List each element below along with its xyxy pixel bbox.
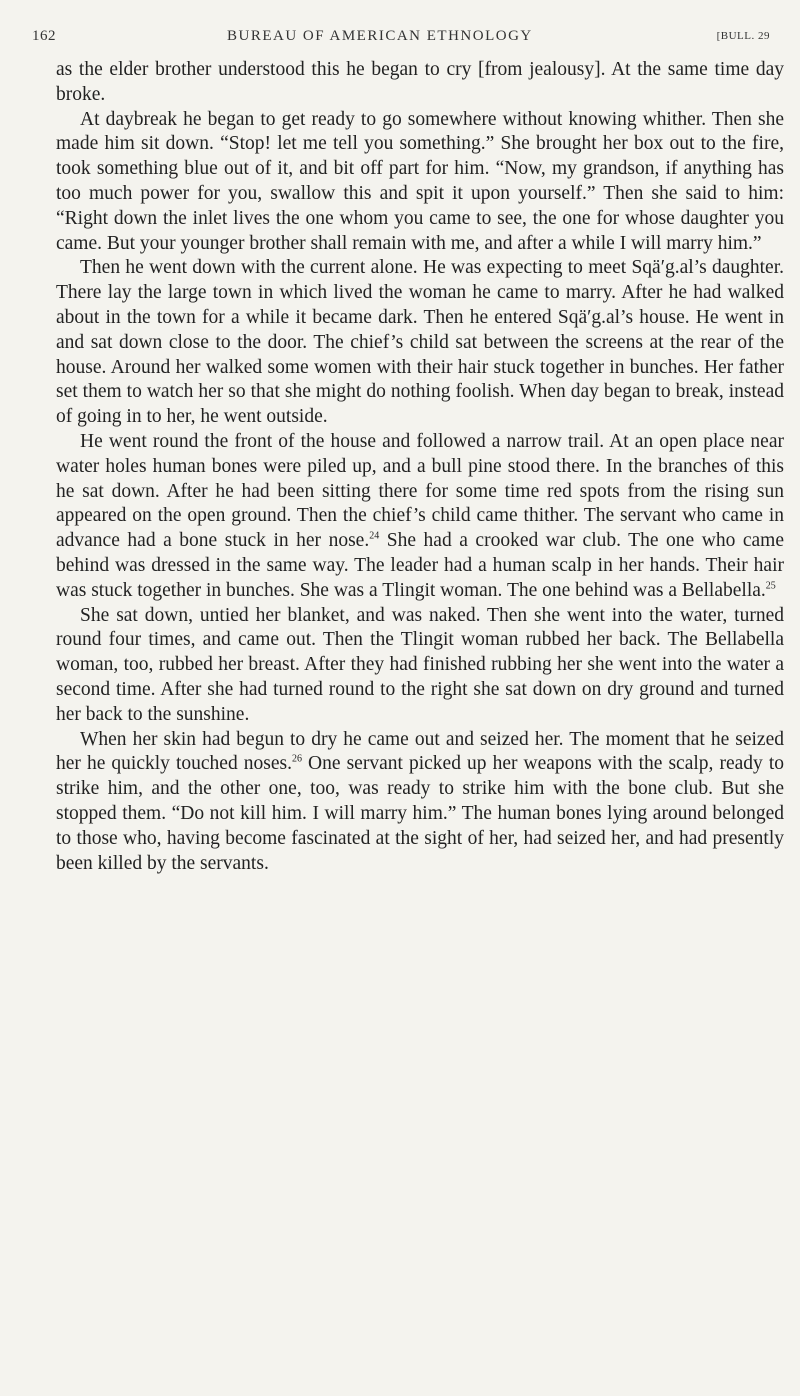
paragraph-text: Then he went down with the current alone. He was expecting to meet Sqä′g.al’s daughter. There lay the large town in which lived the woman he came to marry. After he had walked about in the town for a while it became dark. Then he entered Sqä′g.al’s house. He went in and sat down close to the door. The chief’s child sat between the screens at the rear of the house. Around her walked some women with their hair stuck together in bunches. Her father set them to watch her so that she might do nothing foolish. When day began to break, instead of going in to her, he went outside. — [56, 257, 784, 428]
paragraph-text: She sat down, untied her blanket, and was naked. Then she went into the water, turned round four times, and came out. Then the Tlingit woman rubbed her back. The Bellabella woman, too, rubbed her breast. After they had finished rubbing her she went into the water a second time. After she had turned round to the right she sat down on dry ground and turned her back to the sunshine. — [56, 604, 784, 725]
bulletin-label: [BULL. 29 — [716, 30, 770, 42]
paragraph-text: When her skin had begun to dry he came out and seized her. The moment that he seized her he quickly touched noses. — [56, 728, 784, 775]
page-header — [32, 28, 770, 52]
paragraph-text-continued: She had a crooked war club. The one who came behind was dressed in the same way. The leader had a human scalp in her hands. Their hair was stuck together in bunches. She was a Tlingit woman. The one behind was a Bellabella. — [56, 530, 784, 601]
paragraph-text: At daybreak he began to get ready to go somewhere without knowing whither. Then she made him sit down. “Stop! let me tell you something.” She brought her box out to the fire, took something blue out of it, and bit off part for him. “Now, my grandson, if anything has too much power for you, swallow this and spit it upon yourself.” Then she said to him: “Right down the inlet lives the one whom you came to see, the one for whose daughter you came. But your younger brother shall remain with me, and after a while I will marry him.” — [56, 108, 784, 254]
footnote-ref-25[interactable]: 25 — [765, 580, 776, 592]
running-head: BUREAU OF AMERICAN ETHNOLOGY — [227, 28, 533, 44]
paragraph-text: He went round the front of the house and followed a narrow trail. At an open place near water holes human bones were piled up, and a bull pine stood there. In the branches of this he sat down. After he had been sitting there for some time red spots from the rising sun appeared on the open ground. Then the chief’s child came thither. The servant who came in advance had a bone stuck in her nose. — [56, 430, 784, 552]
paragraph-6 — [56, 728, 784, 877]
page-number: 162 — [32, 28, 56, 44]
paragraph-text: as the elder brother understood this he began to cry [from jealousy]. At the same time day broke. — [56, 59, 784, 105]
body-text — [56, 58, 784, 876]
paragraph-text-continued: One servant picked up her weapons with the scalp, ready to strike him, and the other one, too, was ready to strike him with the bone club. But she stopped them. “Do not kill him. I will marry him.” The human bones lying around belonged to those who, having become fascinated at the sight of her, had seized her, and had presently been killed by the servants. — [56, 753, 784, 874]
paragraph-5 — [56, 604, 784, 728]
footnote-ref-26[interactable]: 26 — [291, 753, 302, 765]
paragraph-4 — [56, 430, 784, 604]
paragraph-3 — [56, 256, 784, 430]
paragraph-2 — [56, 108, 784, 257]
paragraph-1 — [56, 58, 784, 108]
footnote-ref-24[interactable]: 24 — [369, 530, 380, 542]
